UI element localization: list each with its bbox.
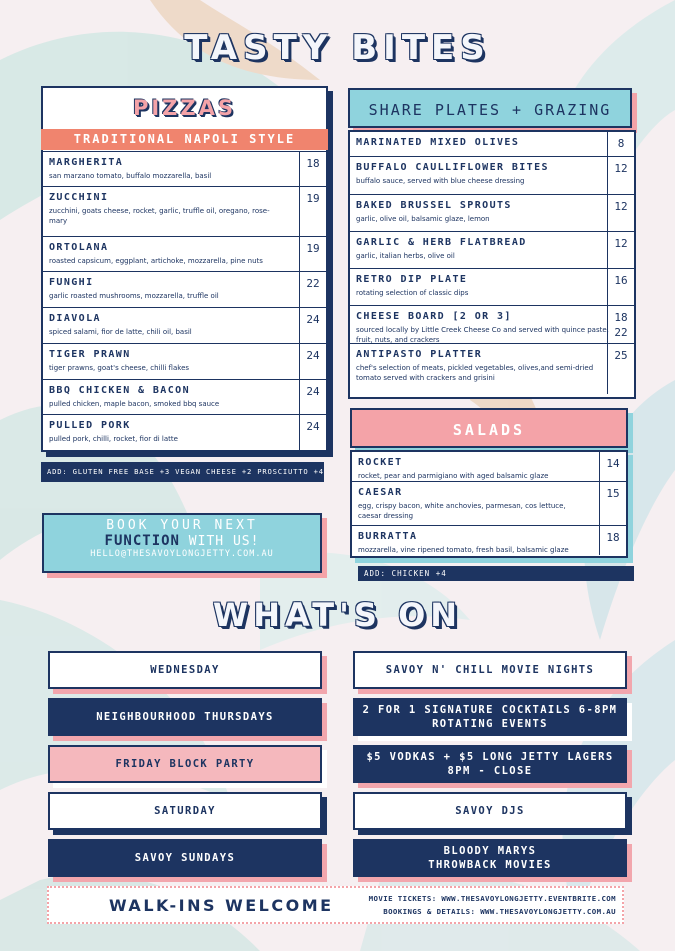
function-email[interactable]: HELLO@THESAVOYLONGJETTY.COM.AU: [90, 549, 274, 559]
whats-on-event: [353, 745, 627, 783]
item-name: CAESAR: [358, 487, 403, 498]
item-price: 18: [306, 157, 320, 170]
whats-on-day: WEDNESDAY: [48, 651, 322, 689]
item-name: FUNGHI: [49, 277, 94, 288]
pizza-addons: ADD: GLUTEN FREE BASE +3 VEGAN CHEESE +2 PROSCIUTTO +4: [41, 462, 324, 482]
item-description: garlic, olive oil, balsamic glaze, lemon: [356, 215, 490, 223]
share-plate-row: [350, 268, 634, 306]
item-name: ANTIPASTO PLATTER: [356, 349, 483, 360]
walk-ins-welcome: WALK-INS WELCOME: [109, 896, 334, 915]
item-description-cont: mary: [49, 217, 68, 225]
item-price: 19: [306, 242, 320, 255]
item-name: ROCKET: [358, 457, 403, 468]
page-title: TASTY BITES: [184, 28, 491, 68]
item-name: BUFFALO CAULLIFLOWER BITES: [356, 162, 549, 173]
item-price-alt: 22: [614, 326, 628, 339]
event-line-1: BLOODY MARYS: [443, 845, 537, 857]
item-price: 24: [306, 420, 320, 433]
item-name: MARINATED MIXED OLIVES: [356, 137, 520, 148]
salad-row: [352, 452, 626, 481]
function-line-1: BOOK YOUR NEXT: [106, 518, 258, 533]
event-line-2: THROWBACK MOVIES: [428, 859, 552, 871]
item-name: ORTOLANA: [49, 242, 109, 253]
pizza-row: [43, 307, 326, 344]
item-name: TIGER PRAWN: [49, 349, 131, 360]
whats-on-day: NEIGHBOURHOOD THURSDAYS: [48, 698, 322, 736]
item-description: chef's selection of meats, pickled vegetables, olives,and semi-dried: [356, 364, 594, 372]
item-description: zucchini, goats cheese, rocket, garlic, truffle oil, oregano, rose-: [49, 207, 270, 215]
item-price: 12: [614, 200, 628, 213]
pizza-row: [43, 343, 326, 380]
pizza-row: [43, 414, 326, 450]
event-line-1: SAVOY N' CHILL MOVIE NIGHTS: [385, 664, 595, 676]
whats-on-event: [353, 792, 627, 830]
salads-card: [350, 450, 628, 558]
pizza-row: [43, 186, 326, 237]
share-plates-card: [348, 130, 636, 399]
share-plate-row: [350, 156, 634, 195]
function-bold: FUNCTION: [104, 533, 180, 549]
item-description: spiced salami, fior de latte, chili oil, basil: [49, 328, 192, 336]
item-price: 24: [306, 313, 320, 326]
event-line-1: 2 FOR 1 SIGNATURE COCKTAILS 6-8PM: [362, 704, 618, 716]
item-price: 16: [614, 274, 628, 287]
item-description-cont: fruit, nuts, and crackers: [356, 336, 440, 344]
item-price: 24: [306, 385, 320, 398]
pizzas-card: [41, 86, 328, 452]
whats-on-day: SAVOY SUNDAYS: [48, 839, 322, 877]
pizzas-title: PIZZAS: [132, 96, 237, 120]
event-line-2: 8PM - CLOSE: [447, 765, 533, 777]
pizza-row: [43, 271, 326, 308]
pizza-row: [43, 379, 326, 415]
share-plates-header: SHARE PLATES + GRAZING: [348, 88, 632, 128]
item-price: 15: [606, 487, 620, 500]
item-name: ZUCCHINI: [49, 192, 109, 203]
pizzas-subtitle: TRADITIONAL NAPOLI STYLE: [41, 129, 328, 150]
item-description: sourced locally by Little Creek Cheese Co and served with quince paste,: [356, 326, 609, 334]
item-price: 14: [606, 457, 620, 470]
whats-on-title: WHAT'S ON: [212, 596, 463, 634]
salad-row: [352, 525, 626, 555]
item-name: BURRATTA: [358, 531, 418, 542]
event-line-1: SAVOY DJS: [455, 805, 525, 817]
item-price: 12: [614, 162, 628, 175]
event-line-1: $5 VODKAS + $5 LONG JETTY LAGERS: [366, 751, 614, 763]
movie-tickets-link[interactable]: MOVIE TICKETS: WWW.THESAVOYLONGJETTY.EVENTBRITE.COM: [368, 894, 616, 903]
salad-row: [352, 481, 626, 526]
item-price: 12: [614, 237, 628, 250]
share-plate-row: [350, 343, 634, 394]
item-name: PULLED PORK: [49, 420, 131, 431]
whats-on-event: [353, 651, 627, 689]
item-description: buffalo sauce, served with blue cheese dressing: [356, 177, 525, 185]
footer-bar: [47, 886, 624, 924]
item-price: 19: [306, 192, 320, 205]
item-price: 22: [306, 277, 320, 290]
item-description-cont: caesar dressing: [358, 512, 414, 520]
whats-on-day: FRIDAY BLOCK PARTY: [48, 745, 322, 783]
item-price: 25: [614, 349, 628, 362]
item-description: pulled pork, chilli, rocket, fior di latte: [49, 435, 178, 443]
share-plate-row: [350, 132, 634, 156]
item-description: rocket, pear and parmigiano with aged balsamic glaze: [358, 472, 549, 480]
salads-header: SALADS: [350, 408, 628, 448]
whats-on-event: [353, 839, 627, 877]
item-description: garlic, italian herbs, olive oil: [356, 252, 455, 260]
item-description: roasted capsicum, eggplant, artichoke, mozzarella, pine nuts: [49, 257, 263, 265]
item-price: 8: [617, 137, 625, 150]
item-name: BBQ CHICKEN & BACON: [49, 385, 190, 396]
item-description: tiger prawns, goat's cheese, chilli flakes: [49, 364, 190, 372]
item-name: CHEESE BOARD [2 OR 3]: [356, 311, 512, 322]
function-booking-panel: [42, 513, 322, 573]
item-name: DIAVOLA: [49, 313, 101, 324]
item-price: 18: [614, 311, 628, 324]
item-name: GARLIC & HERB FLATBREAD: [356, 237, 527, 248]
salad-addons: ADD: CHICKEN +4: [358, 566, 634, 581]
share-plate-row: [350, 231, 634, 269]
event-line-2: ROTATING EVENTS: [432, 718, 548, 730]
pizza-row: [43, 236, 326, 272]
bookings-link[interactable]: BOOKINGS & DETAILS: WWW.THESAVOYLONGJETTY.COM.AU: [383, 907, 616, 916]
item-description: san marzano tomato, buffalo mozzarella, basil: [49, 172, 212, 180]
whats-on-event: [353, 698, 627, 736]
item-name: BAKED BRUSSEL SPROUTS: [356, 200, 512, 211]
function-rest: WITH US!: [179, 534, 260, 549]
whats-on-day: SATURDAY: [48, 792, 322, 830]
item-name: MARGHERITA: [49, 157, 124, 168]
item-description-cont: tomato served with crackers and grisini: [356, 374, 495, 382]
item-description: rotating selection of classic dips: [356, 289, 469, 297]
item-price: 24: [306, 349, 320, 362]
share-plate-row: [350, 194, 634, 232]
item-description: pulled chicken, maple bacon, smoked bbq sauce: [49, 400, 220, 408]
pizza-row: [43, 151, 326, 187]
item-price: 18: [606, 531, 620, 544]
item-description: mozzarella, vine ripened tomato, fresh basil, balsamic glaze: [358, 546, 569, 554]
item-description: egg, crispy bacon, white anchovies, parmesan, cos lettuce,: [358, 502, 566, 510]
share-plate-row: [350, 305, 634, 344]
item-name: RETRO DIP PLATE: [356, 274, 468, 285]
item-description: garlic roasted mushrooms, mozzarella, truffle oil: [49, 292, 219, 300]
